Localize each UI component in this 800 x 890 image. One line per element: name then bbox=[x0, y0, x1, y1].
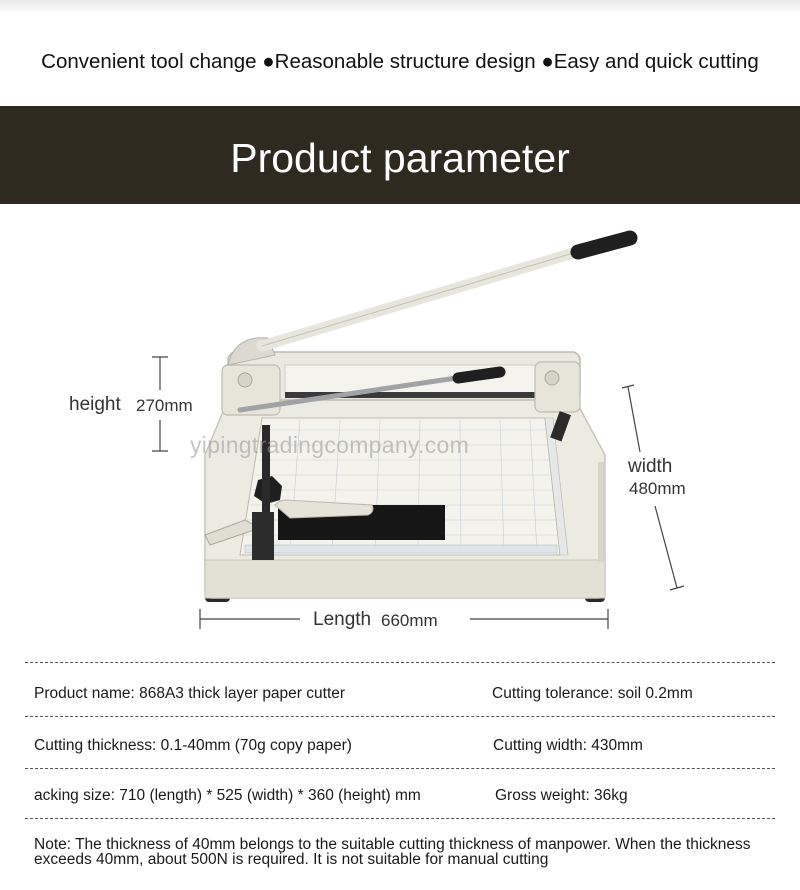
spec-product-name: Product name: 868A3 thick layer paper cutter bbox=[34, 685, 346, 702]
spec-packing-size: acking size: 710 (length) * 525 (width) * 360 (height) mm bbox=[34, 787, 421, 804]
length-value: 660mm bbox=[381, 611, 438, 630]
width-label: width bbox=[628, 456, 673, 477]
spec-cutting-tolerance: Cutting tolerance: soil 0.2mm bbox=[492, 685, 693, 702]
spec-cutting-thickness: Cutting thickness: 0.1-40mm (70g copy paper) bbox=[34, 737, 352, 754]
watermark: yipingtradingcompany.com bbox=[190, 432, 470, 458]
divider bbox=[25, 818, 775, 819]
width-value: 480mm bbox=[629, 479, 686, 498]
length-label: Length bbox=[313, 609, 372, 630]
height-value: 270mm bbox=[136, 396, 193, 415]
divider bbox=[25, 716, 775, 717]
note-text: Note: The thickness of 40mm belongs to the suitable cutting thickness of manpower. When the thickness exceeds 40mm, about 500N is required. It is not suitable for manual cutting bbox=[34, 836, 751, 868]
divider bbox=[25, 662, 775, 663]
divider bbox=[25, 768, 775, 769]
height-label: height bbox=[69, 394, 121, 415]
banner-title: Product parameter bbox=[230, 135, 570, 181]
features-line: Convenient tool change ●Reasonable structure design ●Easy and quick cutting bbox=[41, 50, 759, 73]
spec-cutting-width: Cutting width: 430mm bbox=[493, 737, 643, 754]
spec-gross-weight: Gross weight: 36kg bbox=[495, 787, 628, 804]
